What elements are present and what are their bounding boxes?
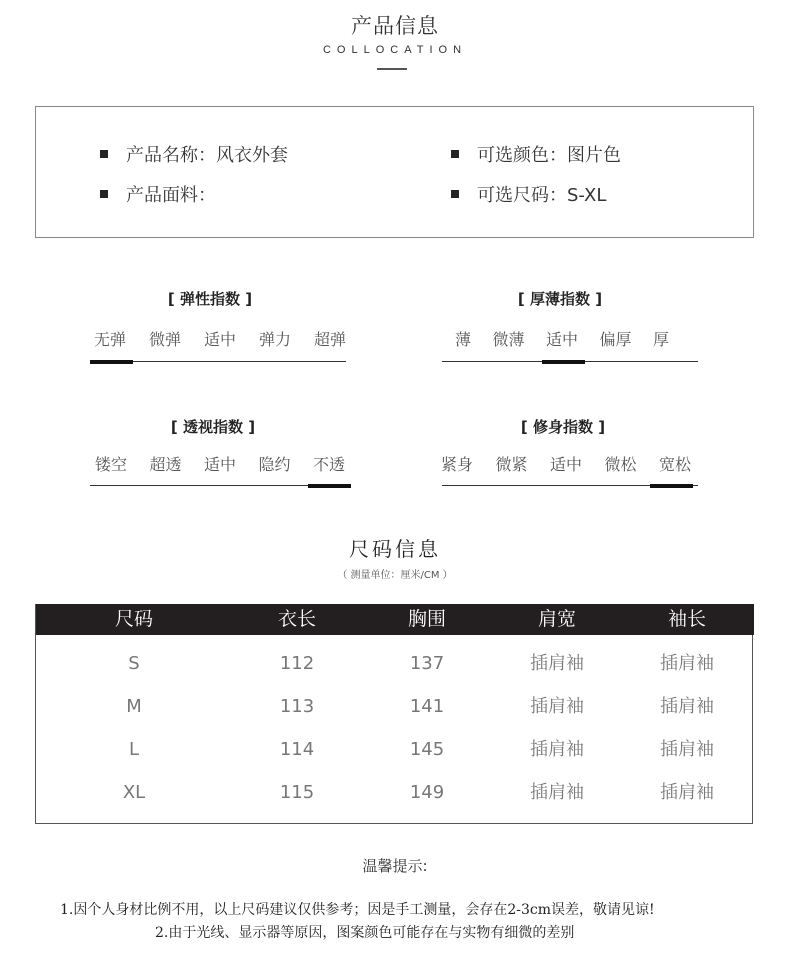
cell-length: 112 — [279, 653, 315, 674]
page-subtitle: COLLOCATION — [322, 44, 468, 56]
size-table — [35, 604, 753, 824]
size-info-title: 尺码信息 — [349, 537, 441, 561]
transparency-selected-marker — [308, 484, 351, 488]
thickness-options — [455, 327, 669, 350]
thickness-option: 厚 — [652, 330, 669, 349]
bullet-icon — [451, 150, 459, 158]
thickness-option: 薄 — [455, 330, 472, 349]
tip-line-1: 1.因个人身材比例不用，以上尺码建议仅供参考；因是手工测量，会存在2-3cm误差，敬请见谅! — [60, 902, 655, 918]
table-row — [36, 728, 754, 771]
size-info-unit: （ 测量单位：厘米/CM ） — [337, 570, 453, 581]
header-chest: 胸围 — [407, 608, 446, 630]
header-length: 衣长 — [277, 608, 316, 630]
product-name-item — [100, 141, 288, 167]
cell-size: L — [128, 739, 140, 760]
fit-options — [441, 452, 691, 475]
cell-chest: 145 — [409, 739, 445, 760]
thickness-option: 偏厚 — [599, 330, 632, 349]
elasticity-options — [94, 327, 346, 350]
table-row — [36, 642, 754, 685]
tip-line-2: 2.由于光线、显示器等原因，图案颜色可能存在与实物有细微的差别 — [155, 925, 575, 941]
cell-shoulder: 插肩袖 — [530, 782, 584, 803]
fit-option: 微紧 — [495, 455, 528, 474]
transparency-option: 隐约 — [258, 455, 291, 474]
cell-shoulder: 插肩袖 — [530, 739, 584, 760]
transparency-options — [95, 452, 345, 475]
elasticity-option: 无弹 — [94, 330, 127, 349]
fit-index-title: [ 修身指数 ] — [520, 418, 606, 436]
transparency-option: 镂空 — [95, 455, 128, 474]
transparency-option: 超透 — [149, 455, 182, 474]
cell-chest: 137 — [409, 653, 445, 674]
thickness-option: 适中 — [545, 330, 578, 349]
header-size: 尺码 — [114, 608, 153, 630]
bullet-icon — [451, 190, 459, 198]
thickness-selected-marker — [542, 360, 585, 364]
cell-chest: 141 — [409, 696, 445, 717]
elasticity-option: 微弹 — [148, 330, 181, 349]
elasticity-index-title: [ 弹性指数 ] — [167, 290, 253, 308]
header-shoulder: 肩宽 — [537, 608, 576, 630]
fit-option: 紧身 — [441, 455, 474, 474]
size-table-header — [36, 604, 754, 635]
tips-title: 温馨提示: — [362, 857, 428, 875]
product-color-item — [451, 141, 621, 167]
cell-size: M — [126, 696, 142, 717]
product-color-text: 可选颜色：图片色 — [477, 145, 621, 166]
transparency-option: 不透 — [312, 455, 345, 474]
cell-sleeve: 插肩袖 — [660, 782, 714, 803]
thickness-index-title: [ 厚薄指数 ] — [517, 290, 603, 308]
cell-length: 115 — [279, 782, 315, 803]
cell-sleeve: 插肩袖 — [660, 739, 714, 760]
product-info-box — [35, 106, 754, 238]
product-size-text: 可选尺码：S-XL — [477, 185, 607, 206]
product-name-text: 产品名称：风衣外套 — [126, 145, 288, 166]
fit-option: 微松 — [604, 455, 637, 474]
elasticity-option: 超弹 — [313, 330, 346, 349]
cell-size: XL — [122, 782, 146, 803]
thickness-option: 微薄 — [492, 330, 525, 349]
page-title: 产品信息 — [351, 14, 439, 38]
cell-size: S — [128, 653, 140, 674]
elasticity-option: 弹力 — [258, 330, 291, 349]
elasticity-selected-marker — [90, 360, 133, 364]
fit-selected-marker — [650, 484, 693, 488]
title-divider — [377, 68, 407, 70]
transparency-option: 适中 — [203, 455, 236, 474]
elasticity-option: 适中 — [203, 330, 236, 349]
cell-shoulder: 插肩袖 — [530, 696, 584, 717]
fit-option: 适中 — [549, 455, 582, 474]
cell-sleeve: 插肩袖 — [660, 653, 714, 674]
bullet-icon — [100, 150, 108, 158]
transparency-index-title: [ 透视指数 ] — [170, 418, 256, 436]
product-fabric-item — [100, 181, 216, 207]
cell-length: 114 — [279, 739, 315, 760]
bullet-icon — [100, 190, 108, 198]
product-fabric-text: 产品面料： — [126, 185, 216, 206]
cell-shoulder: 插肩袖 — [530, 653, 584, 674]
table-row — [36, 771, 754, 814]
product-size-item — [451, 181, 606, 207]
table-row — [36, 685, 754, 728]
cell-sleeve: 插肩袖 — [660, 696, 714, 717]
header-sleeve: 袖长 — [667, 608, 706, 630]
cell-chest: 149 — [409, 782, 445, 803]
fit-option: 宽松 — [658, 455, 691, 474]
cell-length: 113 — [279, 696, 315, 717]
